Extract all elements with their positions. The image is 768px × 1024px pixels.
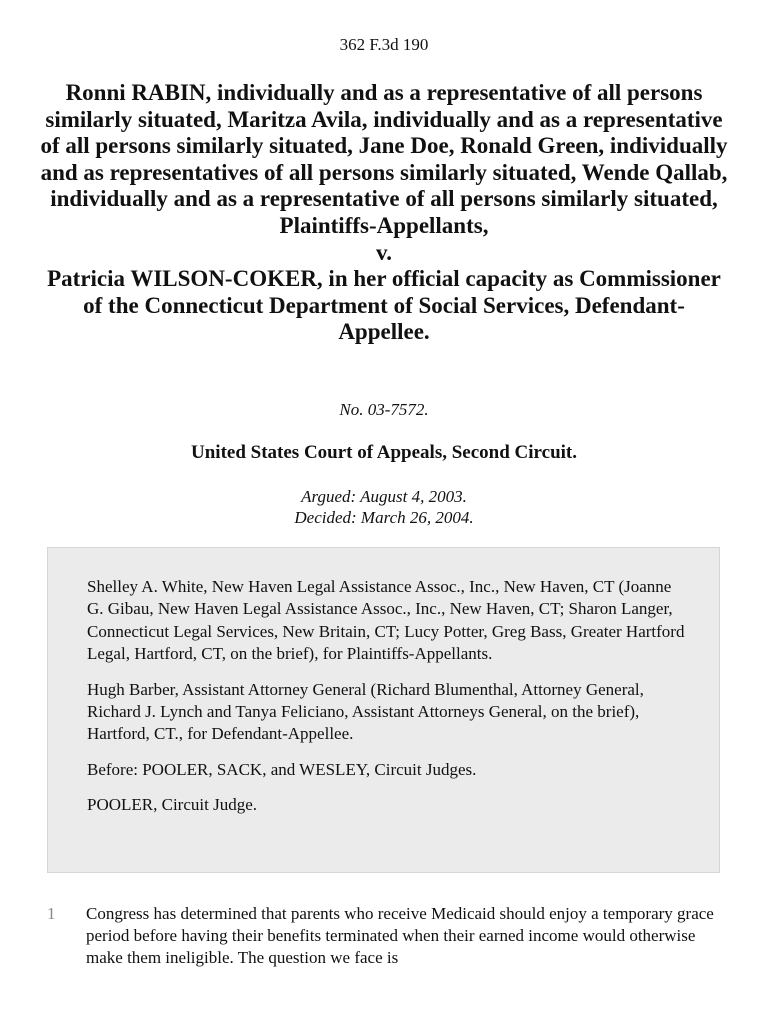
paragraph-number: 1 [47,904,56,923]
caption-versus: v. [376,239,392,265]
paragraph-text: Congress has determined that parents who receive Medicaid should enjoy a temporary grace period before having their benefits terminated when their earned income would otherwise make them ineligible. The question we face is [86,904,714,967]
case-citation: 362 F.3d 190 [339,35,429,54]
caption-plaintiffs: Ronni RABIN, individually and as a representative of all persons similarly situated, Maritza Avila, individually and as a representative of all persons similarly situated, Jane Doe, Ronald Green, individually and as representatives of all persons similarly situated, Wende Qallab, individually and as a representative of all persons similarly situated, Plaintiffs-Appellants, [40,80,728,238]
plaintiffs-counsel: Shelley A. White, New Haven Legal Assistance Assoc., Inc., New Haven, CT (Joanne G. Gibau, New Haven Legal Assistance Assoc., Inc., New Haven, CT; Sharon Langer, Connecticut Legal Services, New Britain, CT; Lucy Potter, Greg Bass, Greater Hartford Legal, Hartford, CT, on the brief), for Plaintiffs-Appellants. [87,577,685,664]
caption-defendant: Patricia WILSON-COKER, in her official capacity as Commissioner of the Connecticut Department of Social Services, Defendant-Appellee. [47,266,721,345]
argued-date: Argued: August 4, 2003. [301,487,467,506]
case-dates [0,486,768,528]
case-caption [40,80,728,346]
counsel-panel [47,547,720,873]
decided-date: Decided: March 26, 2004. [294,508,474,527]
opinion-author: POOLER, Circuit Judge. [87,795,257,815]
court-name: United States Court of Appeals, Second Circuit. [191,442,577,463]
defendant-counsel: Hugh Barber, Assistant Attorney General (Richard Blumenthal, Attorney General, Richard J. Lynch and Tanya Feliciano, Assistant Attorneys General, on the brief), Hartford, CT., for Defendant-Appellee. [87,679,644,744]
counsel-content [87,576,687,830]
judges-panel: Before: POOLER, SACK, and WESLEY, Circuit Judges. [87,759,477,779]
docket-number: No. 03-7572. [339,400,429,419]
